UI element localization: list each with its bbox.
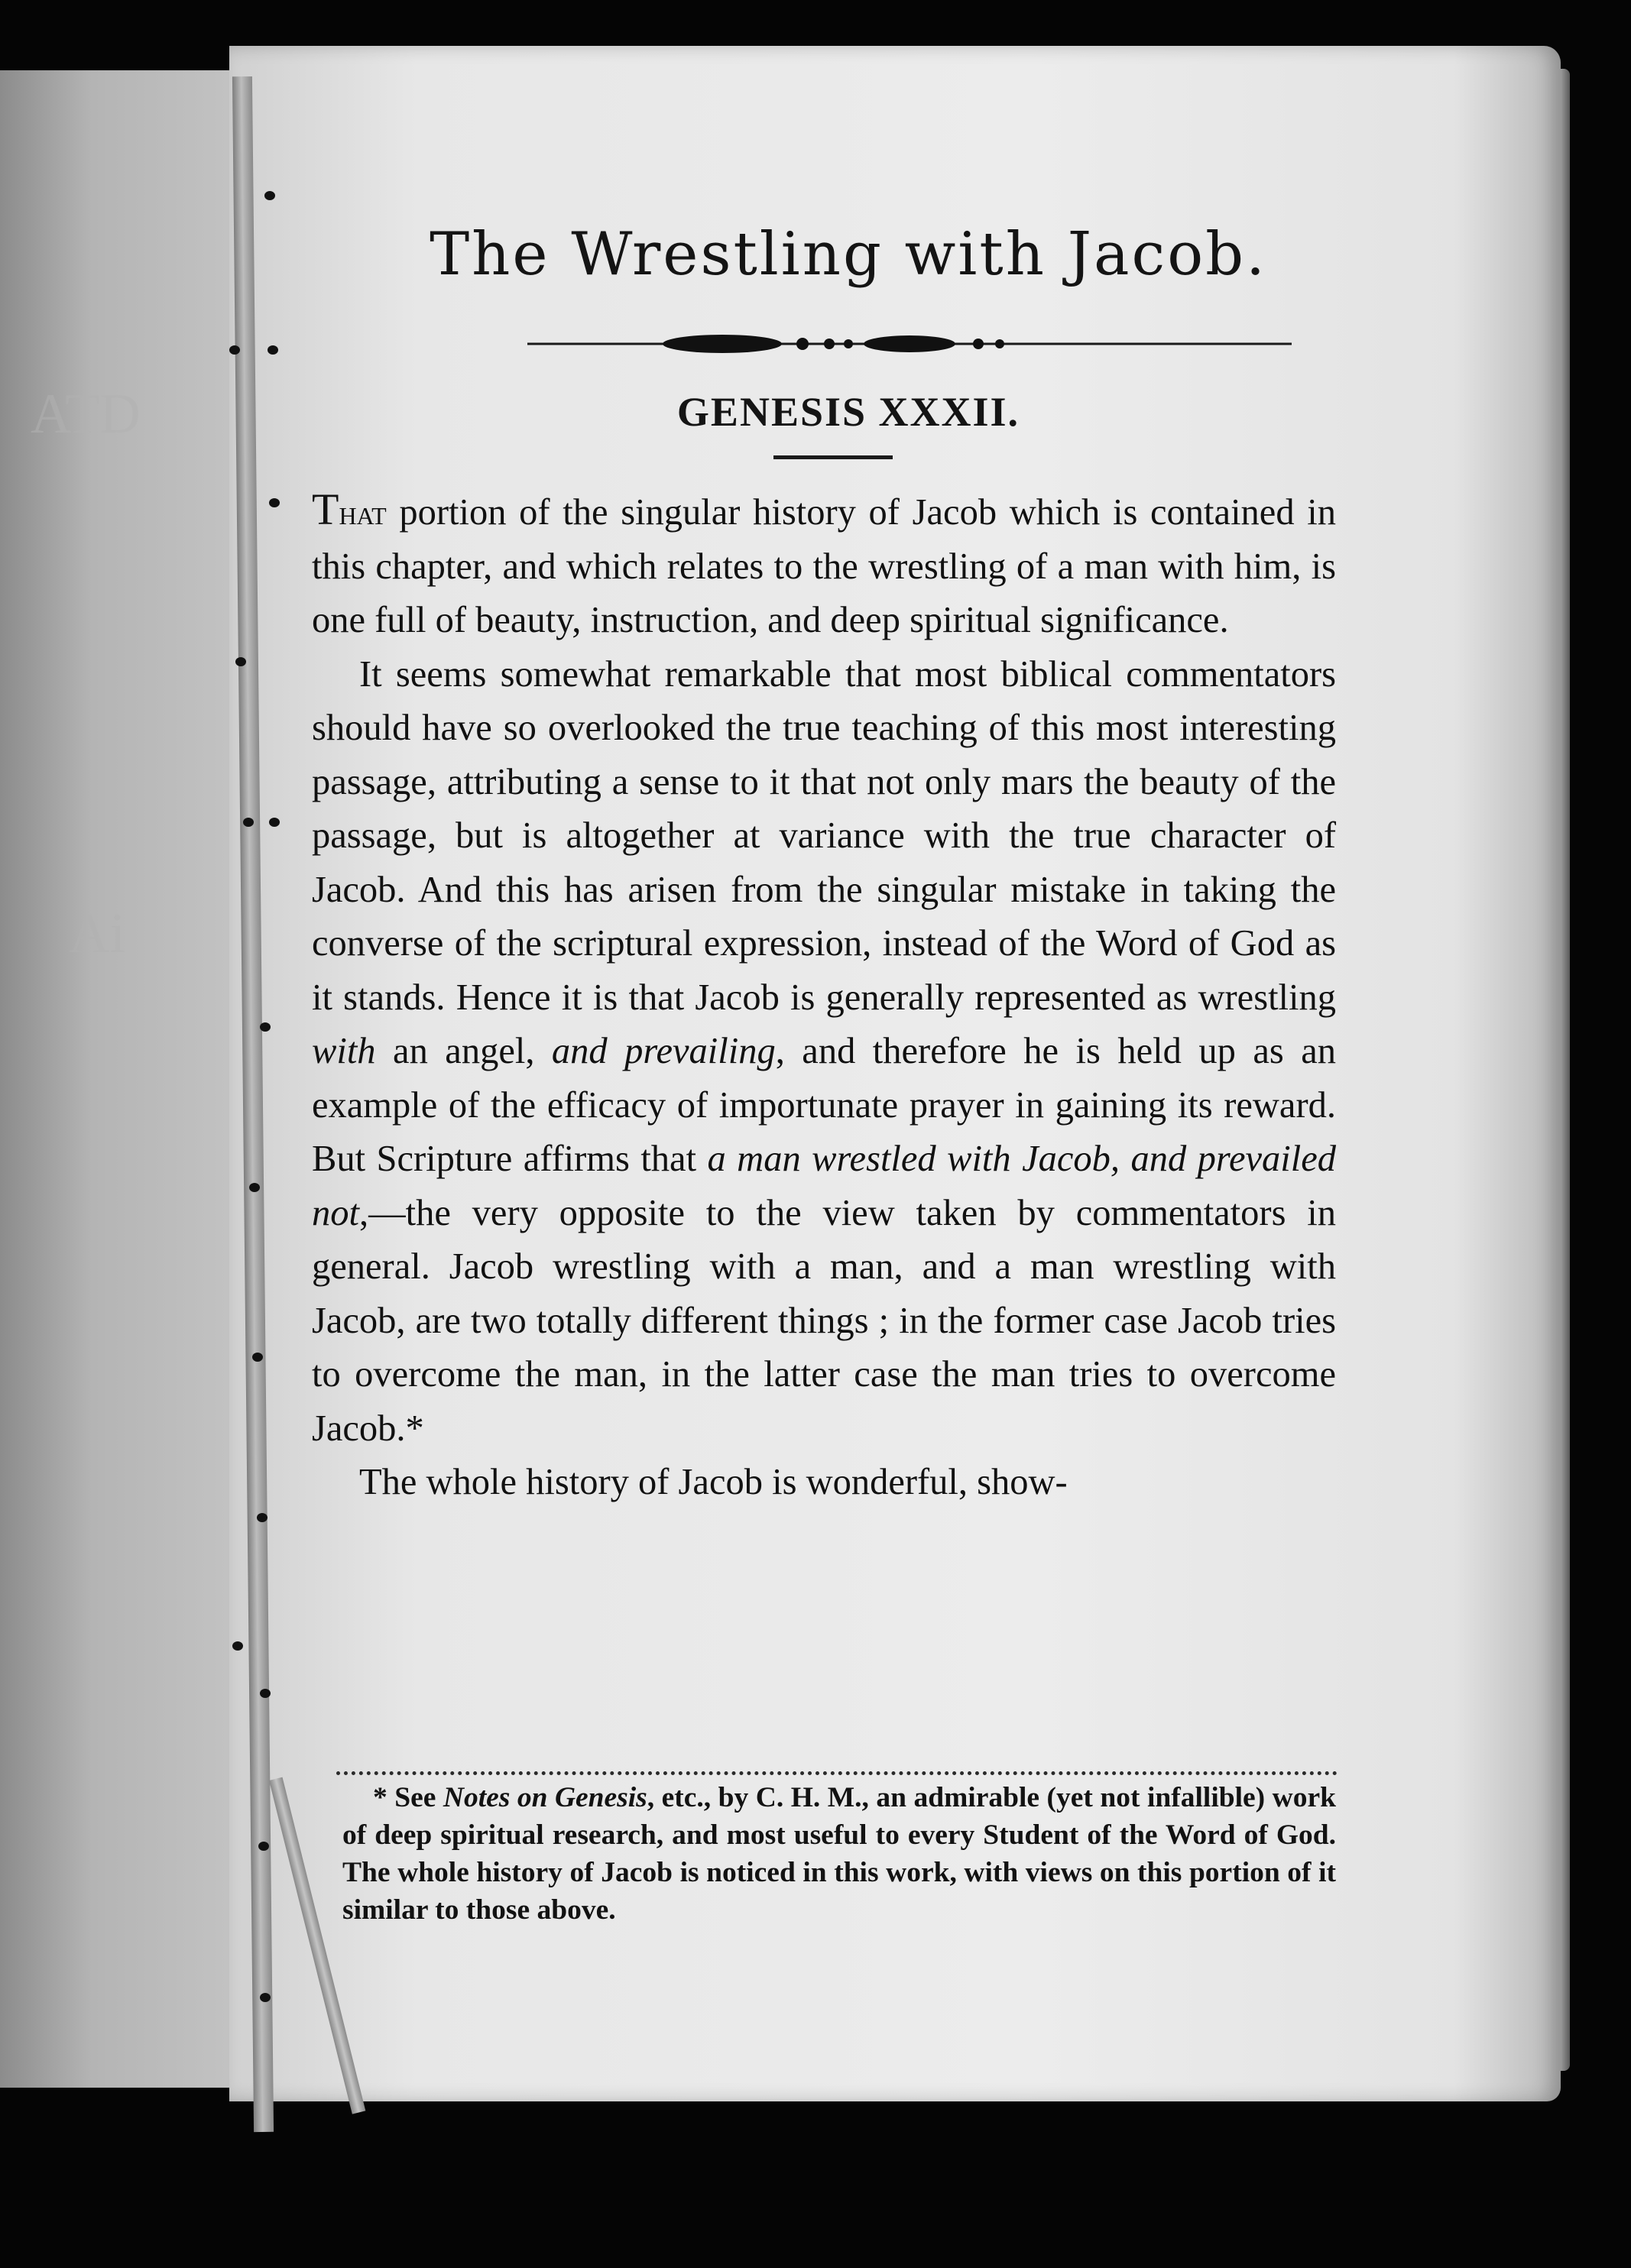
stitch-hole (268, 345, 278, 355)
stitch-hole (257, 1513, 268, 1522)
footnote (342, 1779, 1336, 1929)
small-caps-lead: hat (339, 493, 387, 532)
paragraph-text: The whole history of Jacob is wonderful, show- (359, 1462, 1068, 1502)
paragraph (312, 483, 1336, 648)
paragraph-text: , and therefore he is held up as an example of the efficacy of importunate prayer in gaining its reward. But Scripture affirms that (312, 1031, 1336, 1179)
stitch-hole (258, 1842, 269, 1851)
page-title: The Wrestling with Jacob. (430, 220, 1267, 289)
stitch-hole (229, 345, 240, 355)
stitch-hole (264, 191, 275, 200)
footnote-text: * See (373, 1782, 443, 1813)
stitch-hole (249, 1183, 260, 1192)
title-ornament (527, 321, 1292, 367)
stitch-hole (232, 1641, 243, 1651)
paragraph-text: an angel, (375, 1031, 552, 1071)
stitch-hole (243, 818, 254, 827)
drop-cap: T (312, 484, 339, 534)
heading-rule (773, 455, 893, 459)
paragraph (312, 1456, 1336, 1510)
footnote-separator (336, 1771, 1338, 1775)
italic-emphasis: Notes on Genesis (443, 1782, 647, 1813)
stitch-hole (269, 818, 280, 827)
stitch-hole (260, 1993, 271, 2002)
bleed-through-mark: Ai (69, 902, 125, 965)
page-edge-shadow (1561, 69, 1570, 2071)
stitch-hole (260, 1022, 271, 1032)
body-text (312, 483, 1336, 1510)
footnote-text: , etc., by C. H. M., an admirable (yet not infallible) work of deep spiritual research, and most useful to every Student of the Word of God. The whole history of Jacob is noticed in this work, with views on this portion of it similar to those above. (342, 1782, 1336, 1926)
stitch-hole (252, 1353, 263, 1362)
italic-emphasis: with (312, 1031, 376, 1071)
paragraph-text: ,—the very opposite to the view taken by commentators in general. Jacob wrestling with a man, and a man wrestling with Jacob, are two totally different things ; in the former case Jacob tries to overcome the man, in the latter case the man tries to overcome Jacob.* (312, 1192, 1336, 1449)
stitch-hole (260, 1689, 271, 1698)
italic-emphasis: and prevailing (551, 1031, 776, 1071)
paragraph (312, 648, 1336, 1456)
facing-page-edge (0, 70, 229, 2088)
stitch-hole (235, 657, 246, 666)
chapter-reference: GENESIS XXXII. (676, 389, 1020, 435)
paragraph-text: portion of the singular history of Jacob which is contained in this chapter, and which relates to the wrestling of a man with him, is one full of beauty, instruction, and deep spiritual significance. (312, 492, 1336, 640)
bleed-through-mark: ATD (31, 383, 141, 446)
paragraph-text: It seems somewhat remarkable that most biblical commentators should have so overlooked the true teaching of this most interesting passage, attributing a sense to it that not only mars the beauty of the passage, but is altogether at variance with the true character of Jacob. And this has arisen from the singular mistake in taking the converse of the scriptural expression, instead of the Word of God as it stands. Hence it is that Jacob is generally represented as wrestling (312, 653, 1336, 1018)
stitch-hole (269, 498, 280, 507)
italic-emphasis: a man wrestled with Jacob, and prevailed not (312, 1139, 1336, 1233)
